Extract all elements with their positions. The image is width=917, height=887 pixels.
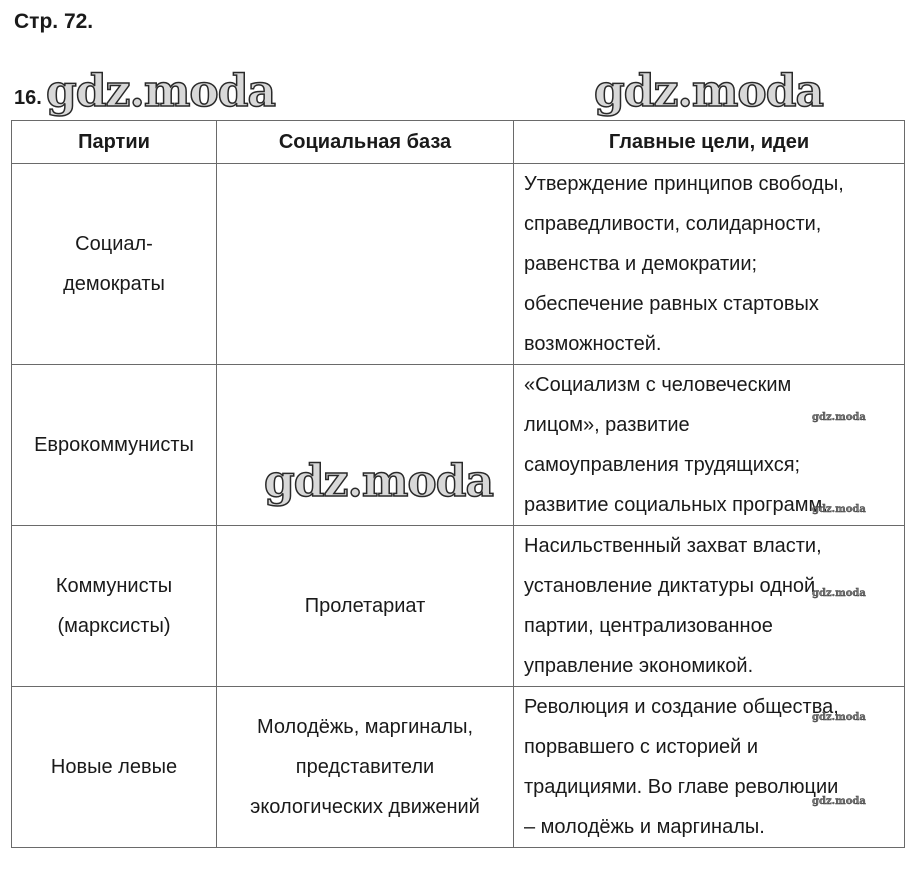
header-goals: Главные цели, идеи <box>514 121 905 164</box>
party-line: (марксисты) <box>57 615 171 637</box>
goals-line: «Социализм с человеческим <box>524 374 792 396</box>
table-row <box>12 526 905 687</box>
watermark-logo: gdz.moda <box>46 66 276 117</box>
watermark-logo: gdz.moda <box>812 412 866 423</box>
party-cell <box>12 526 217 687</box>
goals-line: Насильственный захват власти, <box>524 535 822 557</box>
base-line: Молодёжь, маргиналы, <box>256 716 474 738</box>
party-cell <box>12 687 217 848</box>
watermark-logo: gdz.moda <box>594 66 824 117</box>
goals-line: самоуправления трудящихся; <box>524 454 801 476</box>
social-base-cell <box>217 164 514 365</box>
goals-line: равенства и демократии; <box>524 253 758 275</box>
party-line: Социал- <box>75 233 153 255</box>
goals-line: порвавшего с историей и <box>524 736 759 758</box>
header-social-base: Социальная база <box>217 121 514 164</box>
table-row <box>12 687 905 848</box>
goals-line: справедливости, солидарности, <box>524 213 822 235</box>
watermark-logo: gdz.moda <box>812 712 866 723</box>
goals-line: лицом», развитие <box>524 414 690 436</box>
goals-line: возможностей. <box>524 333 662 355</box>
watermark-logo: gdz.moda <box>812 796 866 807</box>
base-line: Пролетариат <box>304 595 426 617</box>
party-cell <box>12 164 217 365</box>
social-base-cell <box>217 526 514 687</box>
header-parties: Партии <box>12 121 217 164</box>
goals-line: традициями. Во главе революции <box>524 776 839 798</box>
party-cell <box>12 365 217 526</box>
watermark-logo: gdz.moda <box>812 504 866 515</box>
party-line: демократы <box>63 273 165 295</box>
party-line: Еврокоммунисты <box>34 434 194 456</box>
watermark-logo: gdz.moda <box>264 456 494 507</box>
base-line: экологических движений <box>250 796 480 818</box>
goals-line: Утверждение принципов свободы, <box>524 173 844 195</box>
goals-line: – молодёжь и маргиналы. <box>524 816 765 838</box>
goals-line: Революция и создание общества, <box>524 696 839 718</box>
party-line: Новые левые <box>50 756 178 778</box>
watermark-logo: gdz.moda <box>812 588 866 599</box>
goals-cell <box>514 365 905 526</box>
page-number: Стр. 72. <box>14 10 94 33</box>
table-header-row <box>12 121 905 164</box>
goals-line: партии, централизованное <box>524 615 773 637</box>
table-row <box>12 164 905 365</box>
party-line: Коммунисты <box>55 575 173 597</box>
goals-cell <box>514 687 905 848</box>
goals-line: обеспечение равных стартовых <box>524 293 819 315</box>
goals-line: развитие социальных программ. <box>524 494 828 516</box>
goals-cell <box>514 164 905 365</box>
goals-cell <box>514 526 905 687</box>
base-line: представители <box>295 756 435 778</box>
goals-line: установление диктатуры одной <box>524 575 816 597</box>
task-number: 16. <box>14 87 42 109</box>
goals-line: управление экономикой. <box>524 655 754 677</box>
social-base-cell <box>217 687 514 848</box>
